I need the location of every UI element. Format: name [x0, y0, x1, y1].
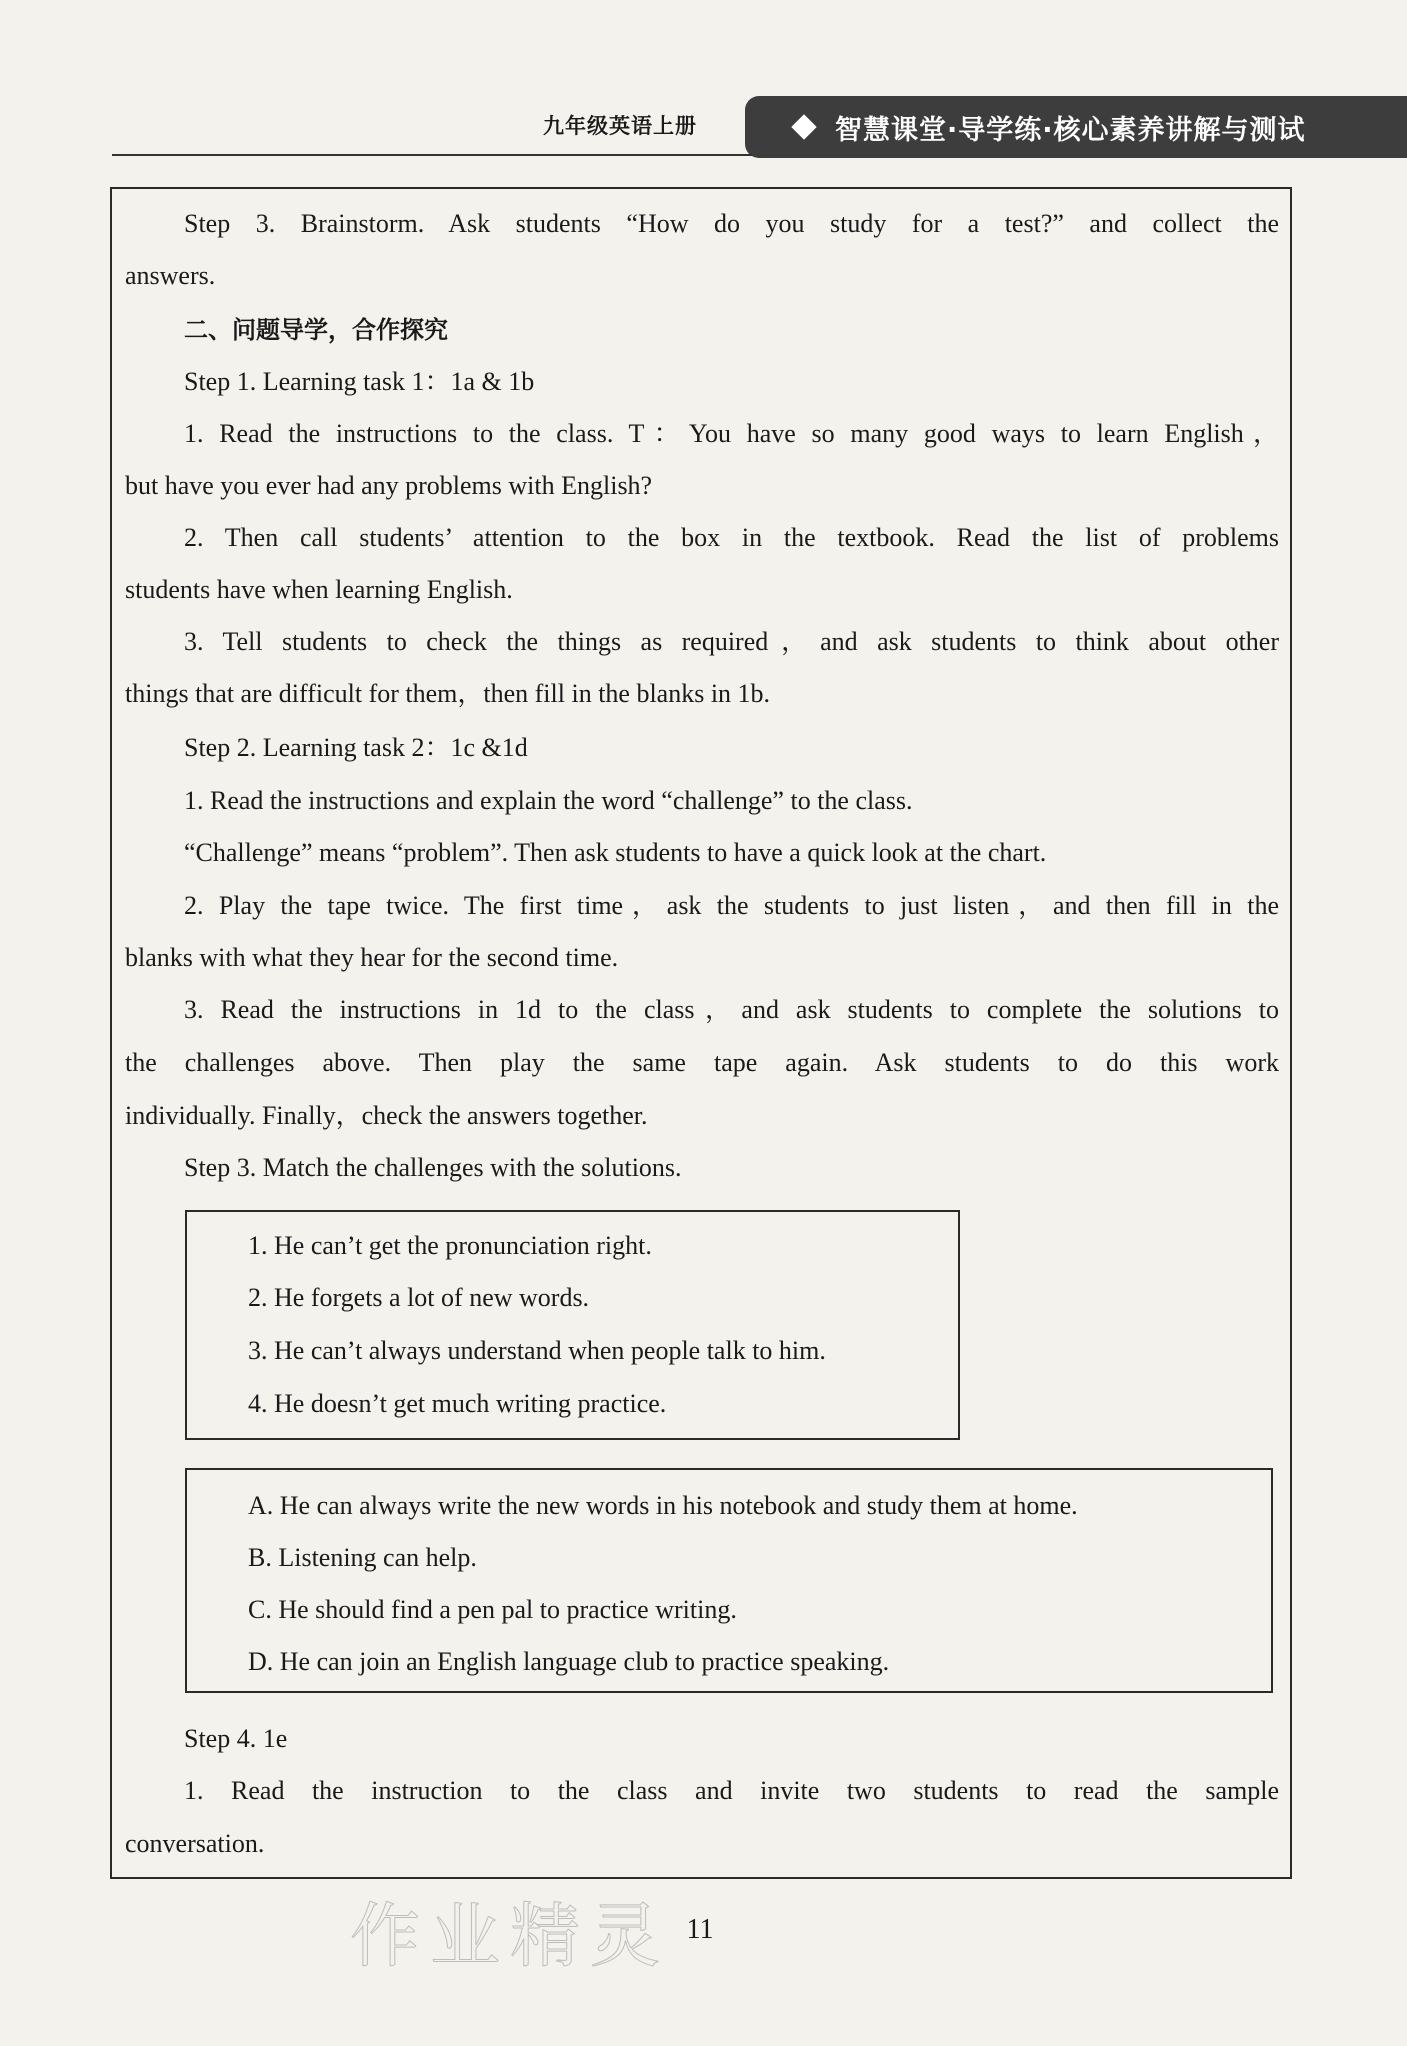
step1-item2-line2: students have when learning English. [125, 575, 513, 604]
step1-item1-line2: but have you ever had any problems with English? [125, 471, 653, 500]
brainstorm-line-2: answers. [125, 261, 216, 290]
step1-title: Step 1. Learning task 1：1a & 1b [184, 367, 535, 396]
step2-item3-line1: 3. Read the instructions in 1d to the class，and ask students to complete the solutions to [184, 995, 1279, 1024]
step2-item1-line2: “Challenge” means “problem”. Then ask students to have a quick look at the chart. [184, 838, 1047, 867]
solution-item: A. He can always write the new words in his notebook and study them at home. [248, 1491, 1078, 1520]
solution-item: B. Listening can help. [248, 1543, 477, 1572]
challenge-item: 2. He forgets a lot of new words. [248, 1283, 590, 1312]
section-heading: 二、问题导学，合作探究 [184, 316, 448, 344]
step3-title: Step 3. Match the challenges with the solutions. [184, 1153, 682, 1182]
step1-item1-line1: 1. Read the instructions to the class. T：You have so many good ways to learn English， [184, 419, 1279, 448]
solution-item: D. He can join an English language club to practice speaking. [248, 1647, 890, 1676]
step2-title: Step 2. Learning task 2：1c &1d [184, 733, 528, 762]
step1-item3-line1: 3. Tell students to check the things as required，and ask students to think about other [184, 627, 1279, 656]
header-divider [112, 154, 752, 156]
step1-item3-line2: things that are difficult for them，then fill in the blanks in 1b. [125, 679, 771, 708]
challenge-item: 1. He can’t get the pronunciation right. [248, 1231, 652, 1260]
page-number: 11 [686, 1914, 714, 1945]
brainstorm-line-1: Step 3. Brainstorm. Ask students “How do you study for a test?” and collect the [184, 209, 1279, 238]
watermark-logo: 作业精灵 [350, 1895, 670, 1977]
challenge-item: 3. He can’t always understand when people talk to him. [248, 1336, 826, 1365]
step2-item3-line2: the challenges above. Then play the same tape again. Ask students to do this work [125, 1048, 1279, 1077]
step4-item1-line2: conversation. [125, 1829, 265, 1858]
series-banner [745, 96, 1407, 158]
series-title: 智慧课堂·导学练·核心素养讲解与测试 [835, 114, 1306, 146]
book-title: 九年级英语上册 [543, 114, 697, 138]
step4-item1-line1: 1. Read the instruction to the class and invite two students to read the sample [184, 1776, 1279, 1805]
step2-item2-line1: 2. Play the tape twice. The first time，ask the students to just listen，and then fill in the [184, 891, 1279, 920]
step4-title: Step 4. 1e [184, 1724, 288, 1753]
step2-item1-line1: 1. Read the instructions and explain the word “challenge” to the class. [184, 786, 913, 815]
challenge-item: 4. He doesn’t get much writing practice. [248, 1389, 667, 1418]
step2-item2-line2: blanks with what they hear for the second time. [125, 943, 619, 972]
step2-item3-line3: individually. Finally，check the answers together. [125, 1101, 648, 1130]
step1-item2-line1: 2. Then call students’ attention to the box in the textbook. Read the list of problems [184, 523, 1279, 552]
diamond-icon [791, 114, 816, 139]
solution-item: C. He should find a pen pal to practice writing. [248, 1595, 737, 1624]
